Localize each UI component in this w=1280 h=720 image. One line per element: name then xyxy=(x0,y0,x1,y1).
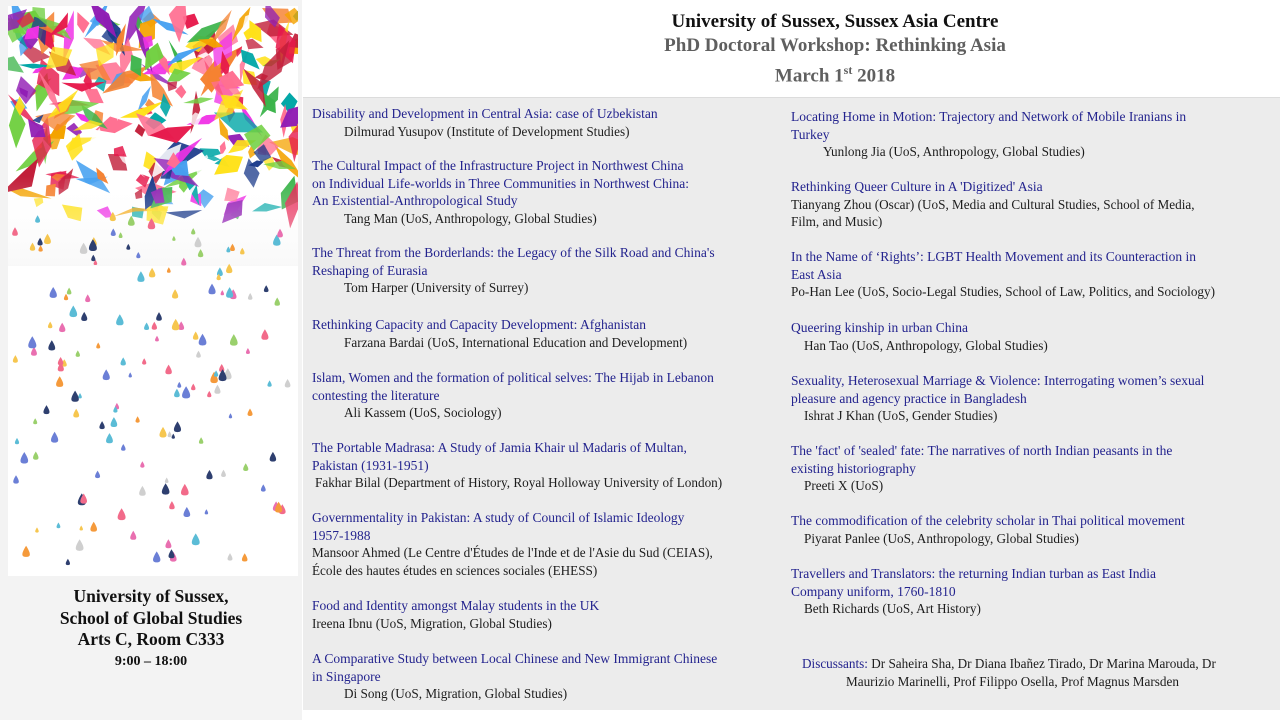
program-content xyxy=(303,97,1280,710)
header-date-year: 2018 xyxy=(852,65,896,87)
header-date-main: March 1 xyxy=(774,65,844,87)
program-entry xyxy=(312,105,782,140)
talk-title: Governmentality in Pakistan: A study of Council of Islamic Ideology xyxy=(312,510,685,525)
talk-author: Piyarat Panlee (UoS, Anthropology, Global Studies) xyxy=(804,530,1079,546)
talk-title: Food and Identity amongst Malay students in the UK xyxy=(312,598,600,613)
talk-author: Ireena Ibnu (UoS, Migration, Global Studies) xyxy=(312,615,552,631)
talk-title: Pakistan (1931-1951) xyxy=(312,457,429,473)
talk-title: Company uniform, 1760-1810 xyxy=(791,583,956,599)
venue-room: Arts C, Room C333 xyxy=(77,629,225,649)
program-entry xyxy=(791,178,1275,231)
talk-author: Han Tao (UoS, Anthropology, Global Studies) xyxy=(804,337,1048,353)
talk-title: 1957-1988 xyxy=(312,527,371,543)
talk-author: Tianyang Zhou (Oscar) (UoS, Media and Cultural Studies, School of Media, xyxy=(791,196,1195,212)
program-entry xyxy=(312,244,782,297)
talk-author: Ishrat J Khan (UoS, Gender Studies) xyxy=(804,408,998,423)
header-date xyxy=(560,58,1110,88)
talk-title: Travellers and Translators: the returning Indian turban as East India xyxy=(791,566,1157,581)
talk-title: contesting the literature xyxy=(312,387,440,403)
talk-author: Tom Harper (University of Surrey) xyxy=(344,280,529,295)
talk-title: A Comparative Study between Local Chinese and New Immigrant Chinese xyxy=(312,651,718,666)
talk-title: The Portable Madrasa: A Study of Jamia Khair ul Madaris of Multan, xyxy=(312,440,687,455)
talk-title: In the Name of ‘Rights’: LGBT Health Movement and its Counteraction in xyxy=(791,249,1197,264)
venue-school: School of Global Studies xyxy=(59,607,243,628)
header-date-suffix: st xyxy=(843,63,853,77)
program-entry xyxy=(312,157,782,227)
program-entry xyxy=(312,316,782,351)
talk-title: Locating Home in Motion: Trajectory and Network of Mobile Iranians in xyxy=(791,109,1187,124)
program-entry xyxy=(791,319,1275,354)
discussants-block xyxy=(802,655,1272,690)
venue-time: 9:00 – 18:00 xyxy=(114,653,188,669)
talk-author: Tang Man (UoS, Anthropology, Global Studies) xyxy=(344,210,597,226)
talk-author: Beth Richards (UoS, Art History) xyxy=(804,601,981,616)
venue-university: University of Sussex, xyxy=(73,586,229,606)
talk-author: Mansoor Ahmed (Le Centre d'Études de l'Inde et de l'Asie du Sud (CEIAS), xyxy=(312,545,713,560)
venue-block xyxy=(0,586,302,673)
talk-author: Po-Han Lee (UoS, Socio-Legal Studies, School of Law, Politics, and Sociology) xyxy=(791,284,1216,299)
program-entry xyxy=(312,509,782,579)
program-entry xyxy=(312,369,782,422)
talk-author: Di Song (UoS, Migration, Global Studies) xyxy=(344,686,568,701)
talk-title: Rethinking Capacity and Capacity Development: Afghanistan xyxy=(312,317,647,332)
discussants-label: Discussants: xyxy=(802,656,868,671)
talk-author: Fakhar Bilal (Department of History, Royal Holloway University of London) xyxy=(315,475,723,490)
program-entry xyxy=(791,565,1275,618)
talk-title: Disability and Development in Central Asia: case of Uzbekistan xyxy=(312,106,658,121)
talk-author: Ali Kassem (UoS, Sociology) xyxy=(344,405,502,420)
talk-author: Yunlong Jia (UoS, Anthropology, Global Studies) xyxy=(823,144,1085,159)
discussants-line-2: Maurizio Marinelli, Prof Filippo Osella, Prof Magnus Marsden xyxy=(846,673,1179,689)
talk-title: existing historiography xyxy=(791,460,916,476)
paper-confetti-rain-artwork xyxy=(8,6,298,576)
talk-author: École des hautes études en sciences sociales (EHESS) xyxy=(312,562,598,578)
talk-title: The 'fact' of 'sealed' fate: The narratives of north Indian peasants in the xyxy=(791,443,1173,458)
header-institution: University of Sussex, Sussex Asia Centre xyxy=(671,11,999,32)
talk-title: East Asia xyxy=(791,266,842,282)
talk-title: An Existential-Anthropological Study xyxy=(312,193,518,208)
talk-title: Islam, Women and the formation of political selves: The Hijab in Lebanon xyxy=(312,370,714,385)
talk-author: Preeti X (UoS) xyxy=(804,478,884,493)
talk-title: Turkey xyxy=(791,126,830,142)
talk-author: Film, and Music) xyxy=(791,214,883,229)
talk-title: Reshaping of Eurasia xyxy=(312,262,428,278)
talk-title: Rethinking Queer Culture in A 'Digitized' Asia xyxy=(791,179,1043,194)
program-entry xyxy=(791,512,1275,547)
program-entry xyxy=(791,442,1275,495)
talk-author: Dilmurad Yusupov (Institute of Development Studies) xyxy=(344,123,630,139)
left-panel xyxy=(0,0,302,720)
program-entry xyxy=(791,372,1275,425)
talk-author: Farzana Bardai (UoS, International Education and Development) xyxy=(344,334,688,350)
program-entry xyxy=(312,597,782,632)
program-entry xyxy=(791,108,1275,161)
talk-title: The commodification of the celebrity scholar in Thai political movement xyxy=(791,513,1185,528)
talk-title: The Threat from the Borderlands: the Legacy of the Silk Road and China's xyxy=(312,245,715,260)
talk-title: The Cultural Impact of the Infrastructure Project in Northwest China xyxy=(312,158,684,173)
talk-title: in Singapore xyxy=(312,668,381,684)
program-entry xyxy=(312,650,782,703)
discussants-line-1: Dr Saheira Sha, Dr Diana Ibañez Tirado, Dr Marina Marouda, Dr xyxy=(867,656,1216,671)
talk-title: on Individual Life-worlds in Three Communities in Northwest China: xyxy=(312,175,689,191)
program-entry xyxy=(312,439,782,492)
program-entry xyxy=(791,248,1275,301)
poster-header xyxy=(560,10,1110,88)
talk-title: pleasure and agency practice in Bangladesh xyxy=(791,390,1027,406)
talk-title: Queering kinship in urban China xyxy=(791,320,968,335)
header-workshop-title: PhD Doctoral Workshop: Rethinking Asia xyxy=(664,35,1006,56)
talk-title: Sexuality, Heterosexual Marriage & Violence: Interrogating women’s sexual xyxy=(791,373,1205,388)
